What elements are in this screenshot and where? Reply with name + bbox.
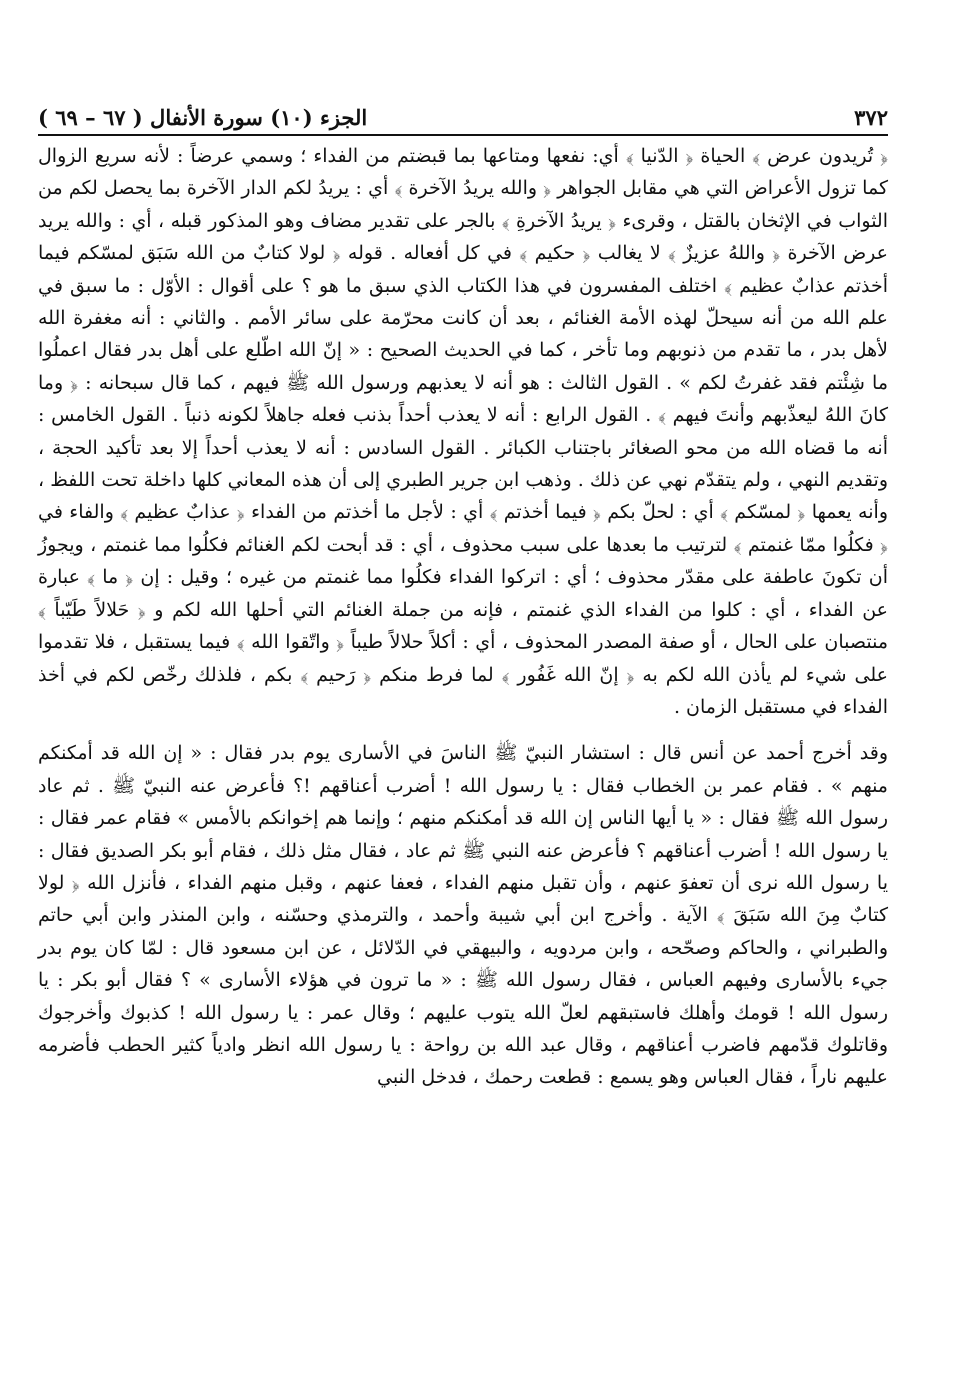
page-number: ٣٧٢ (854, 105, 888, 130)
page-header (38, 86, 888, 136)
commentary-paragraph: ﴿ تُريدون عرض ﴾ الحياة ﴿ الدّنيا ﴾ أي: نفعها ومتاعها بما قبضتم من الفداء ؛ وسمي عرضاً : لأنه سريع الزوال كما تزول الأعراض التي هي مقابل الجواهر ﴿ والله يريدُ الآخرة ﴾ أي : يريدُ لكم الدار الآخرة بما يحصل لكم من الثواب في الإثخان بالقتل ، وقرىء ﴿ يريدُ الآخرةِ ﴾ بالجر على تقدير مضاف وهو المذكور قبله ، أي : والله يريد عرض الآخرة ﴿ واللهُ عزيزٌ ﴾ لا يغالب ﴿ حكيم ﴾ في كل أفعاله . قوله ﴿ لولا كتابٌ من الله سَبَق لمسّكم فيما أخذتم عذابٌ عظيم ﴾ اختلف المفسرون في هذا الكتاب الذي سبق ما هو ؟ على أقوال : الأوّل : ما سبق في علم الله من أنه سيحلّ لهذه الأمة الغنائم ، بعد أن كانت محرّمة على سائر الأمم . والثاني : أنه مغفرة الله لأهل بدر ، ما تقدم من ذنوبهم وما تأخر ، كما في الحديث الصحيح : « إنّ الله اطّلع على أهل بدر فقال اعملُوا ما شِئْتم فقد غفرتُ لكم » . القول الثالث : هو أنه لا يعذبهم ورسول الله ﷺ فيهم ، كما قال سبحانه : ﴿ وما كانَ اللهُ ليعذّبهم وأنتَ فيهم ﴾ . القول الرابع : أنه لا يعذب أحداً بذنب فعله جاهلاً لكونه ذنباً . القول الخامس : أنه ما قضاه الله من محو الصغائر باجتناب الكبائر . القول السادس : أنه لا يعذب أحداً إلا بعد تأكيد الحجة ، وتقديم النهي ، ولم يتقدّم نهي عن ذلك . وذهب ابن جرير الطبري إلى أن هذه المعاني كلها داخلة تحت اللفظ ، وأنه يعمها ﴿ لمسّكم ﴾ أي : لحلّ بكم ﴿ فيما أخذتم ﴾ أي : لأجل ما أخذتم من الفداء ﴿ عذابٌ عظيم ﴾ والفاء في ﴿ فكلُوا ممّا غنمتم ﴾ لترتيب ما بعدها على سبب محذوف ، أي : قد أبحت لكم الغنائم فكلُوا مما غنمتم ، ويجوزُ أن تكونَ عاطفة على مقدّر محذوف ؛ أي : اتركوا الفداء فكلُوا مما غنمتم من غيره ؛ وقيل : إن ﴿ ما ﴾ عبارة عن الفداء ، أي : كلوا من الفداء الذي غنمتم ، فإنه من جملة الغنائم التي أحلها الله لكم و ﴿ حَلالاً طَيّباً ﴾ منتصبان على الحال ، أو صفة المصدر المحذوف ، أي : أكلاً حلالاً طيباً ﴿ واتّقوا الله ﴾ فيما يستقبل ، فلا تقدموا على شيء لم يأذن الله لكم به ﴿ إنّ الله غَفُور ﴾ لما فرط منكم ﴿ رَحيم ﴾ بكم ، فلذلك رخّص لكم في أخذ الفداء في مستقبل الزمان . (38, 145, 889, 718)
hadith-paragraph: وقد أخرج أحمد عن أنس قال : استشار النبيّ ﷺ الناسَ في الأسارى يوم بدر فقال : « إن الله قد أمكنكم منهم » . فقام عمر بن الخطاب فقال : يا رسول الله ! أضرب أعناقهم !؟ فأعرض عنه النبيّ ﷺ . ثم عاد رسول الله ﷺ فقال : « يا أيها الناس إن الله قد أمكنكم منهم ؛ وإنما هم إخوانكم بالأمس » فقام عمر فقال : يا رسول الله ! أضرب أعناقهم ؟ فأعرض عنه النبي ﷺ ثم عاد ، فقال مثل ذلك ، فقام أبو بكر الصديق فقال : يا رسول الله نرى أن تعفوَ عنهم ، وأن تقبل منهم الفداء ، فعفا عنهم ، وقبل منهم الفداء ، فأنزل الله ﴿ لولا كتابٌ مِنَ الله سَبَقَ ﴾ الآية . وأخرج ابن أبي شيبة وأحمد ، والترمذي وحسّنه ، وابن المنذر وابن أبي حاتم والطبراني ، والحاكم وصحّحه ، وابن مردويه ، والبيهقي في الدّلائل ، عن ابن مسعود قال : لمّا كان يوم بدر جيء بالأسارى وفيهم العباس ، فقال رسول الله ﷺ : « ما ترون في هؤلاء الأسارى » ؟ فقال أبو بكر : يا رسول الله ! قومك وأهلك فاستبقهم لعلّ الله يتوب عليهم ؛ وقال عمر : يا رسول الله ! كذبوك وأخرجوك وقاتلوك قدّمهم فاضرب أعناقهم ، وقال عبد الله بن رواحة : يا رسول الله انظر وادياً كثير الحطب فأضرمه عليهم ناراً ، فقال العباس وهو يسمع : قطعت رحمك ، فدخل النبي (38, 742, 888, 1089)
body-text (38, 140, 888, 1094)
running-title: الجزء (١٠) سورة الأنفال ( ٦٧ – ٦٩ ) (38, 105, 368, 130)
